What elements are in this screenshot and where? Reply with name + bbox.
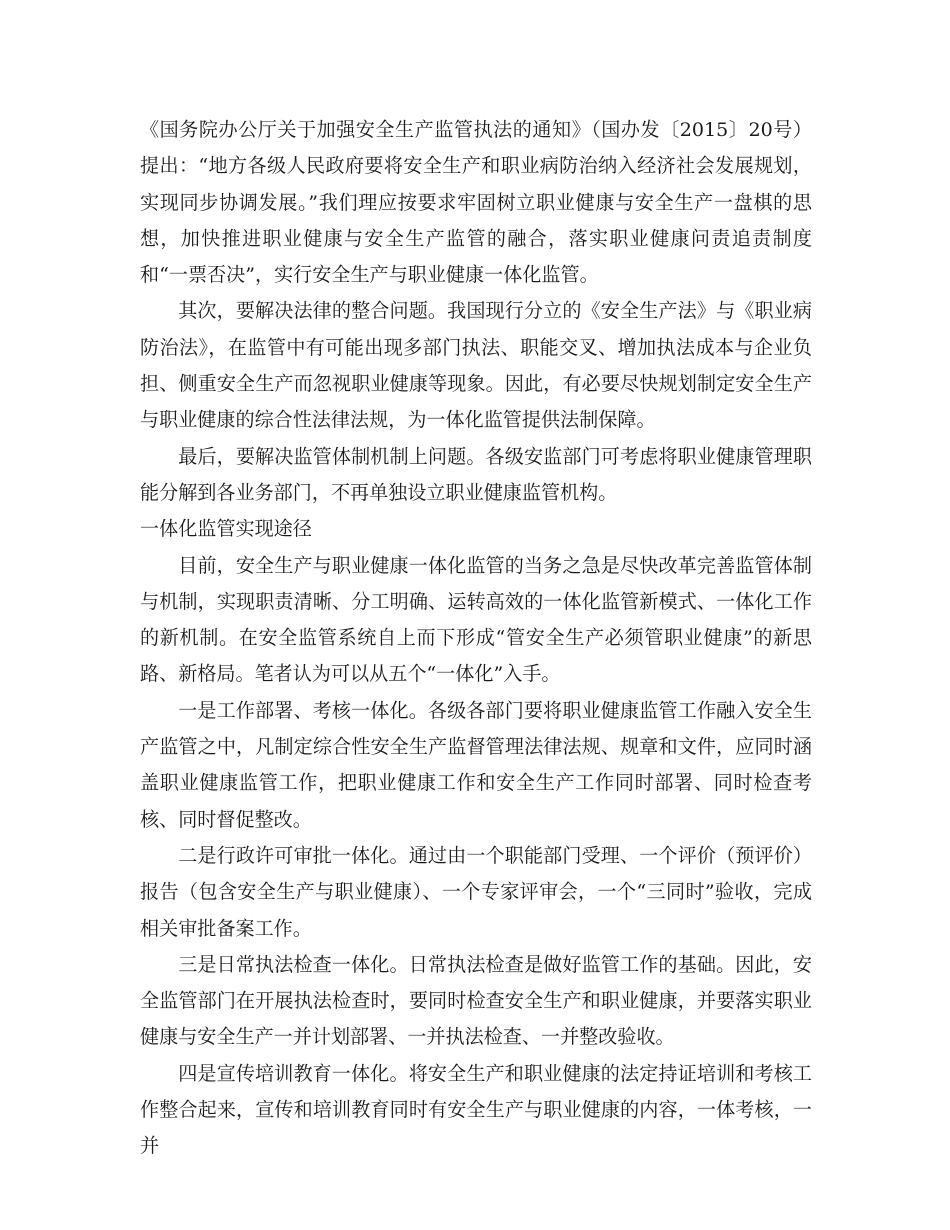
document-page	[140, 112, 812, 1165]
paragraph-regulatory-system: 最后，要解决监管体制机制上问题。各级安监部门可考虑将职业健康管理职能分解到各业务部门，不再单独设立职业健康监管机构。	[140, 444, 812, 504]
paragraph-first-integration: 一是工作部署、考核一体化。各级各部门要将职业健康监管工作融入安全生产监管之中，凡制定综合性安全生产监督管理法律法规、规章和文件，应同时涵盖职业健康监管工作，把职业健康工作和安全生产工作同时部署、同时检查考核、同时督促整改。	[140, 698, 812, 831]
paragraph-legal-integration: 其次，要解决法律的整合问题。我国现行分立的《安全生产法》与《职业病防治法》，在监管中有可能出现多部门执法、职能交叉、增加执法成本与企业负担、侧重安全生产而忽视职业健康等现象。因此，有必要尽快规划制定安全生产与职业健康的综合性法律法规，为一体化监管提供法制保障。	[140, 299, 812, 432]
paragraph-second-integration: 二是行政许可审批一体化。通过由一个职能部门受理、一个评价（预评价）报告（包含安全生产与职业健康）、一个专家评审会，一个“三同时”验收，完成相关审批备案工作。	[140, 843, 812, 940]
section-heading: 一体化监管实现途径	[140, 517, 312, 541]
paragraph-notice-citation: 《国务院办公厅关于加强安全生产监管执法的通知》（国办发〔2015〕20号）提出：“地方各级人民政府要将安全生产和职业病防治纳入经济社会发展规划，实现同步协调发展。”我们理应按要求牢固树立职业健康与安全生产一盘棋的思想，加快推进职业健康与安全生产监管的融合，落实职业健康问责追责制度和“一票否决”，实行安全生产与职业健康一体化监管。	[140, 118, 812, 287]
paragraph-third-integration: 三是日常执法检查一体化。日常执法检查是做好监管工作的基础。因此，安全监管部门在开展执法检查时，要同时检查安全生产和职业健康，并要落实职业健康与安全生产一并计划部署、一并执法检查、一并整改验收。	[140, 952, 812, 1049]
paragraph-current-priority: 目前，安全生产与职业健康一体化监管的当务之急是尽快改革完善监管体制与机制，实现职责清晰、分工明确、运转高效的一体化监管新模式、一体化工作的新机制。在安全监管系统自上而下形成“管安全生产必须管职业健康”的新思路、新格局。笔者认为可以从五个“一体化”入手。	[140, 553, 812, 686]
paragraph-fourth-integration: 四是宣传培训教育一体化。将安全生产和职业健康的法定持证培训和考核工作整合起来，宣传和培训教育同时有安全生产与职业健康的内容，一体考核，一并	[140, 1061, 812, 1158]
